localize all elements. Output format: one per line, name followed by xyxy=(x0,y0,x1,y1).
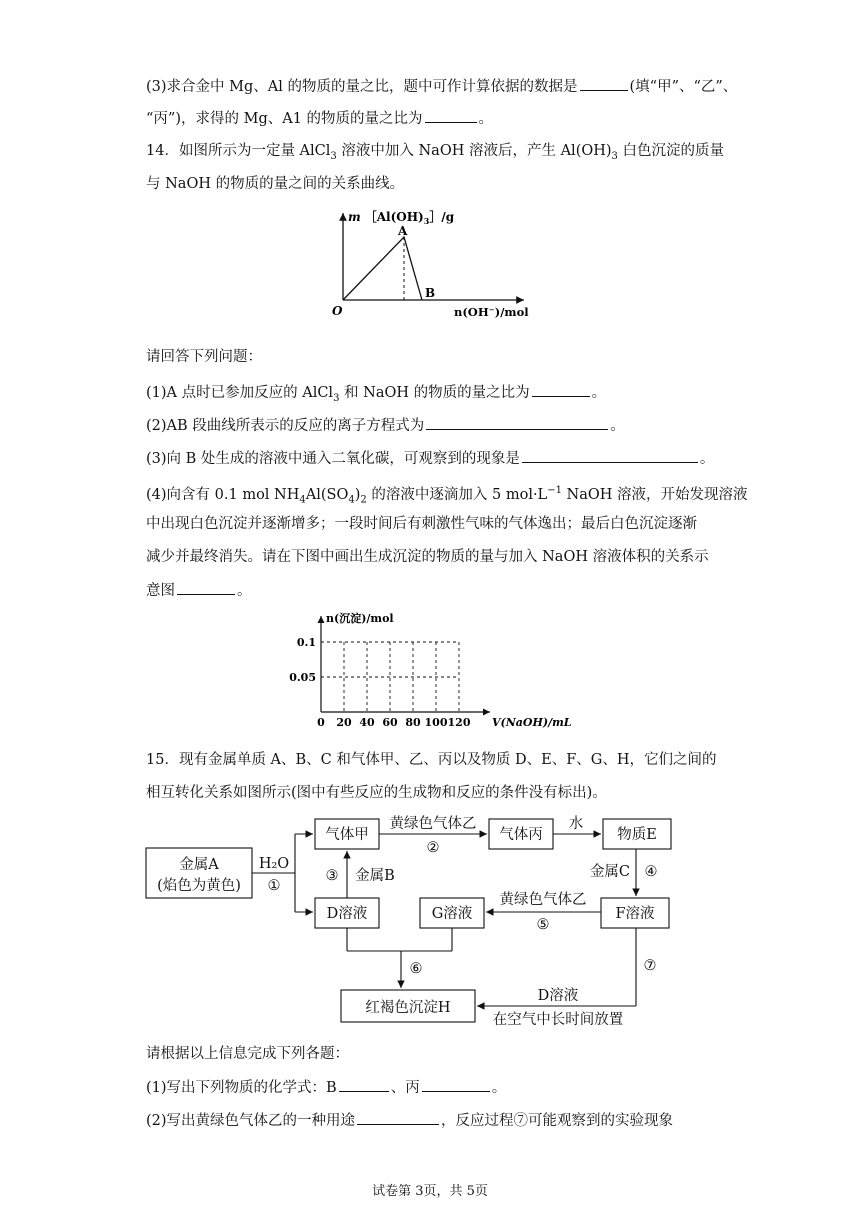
page-footer: 试卷第 3页，共 5页 xyxy=(372,1184,488,1199)
answer-blank[interactable] xyxy=(580,76,628,91)
origin-label: O xyxy=(332,304,343,318)
answer-blank[interactable] xyxy=(426,415,608,430)
x-tick-80: 80 xyxy=(405,716,421,729)
x-axis-label: V(NaOH)/mL xyxy=(492,716,572,729)
metal-a-label: 金属A xyxy=(179,857,219,873)
water-label: 水 xyxy=(568,816,584,832)
q14-intro-line2: 与 NaOH 的物质的量之间的关系曲线。 xyxy=(146,176,405,192)
h2o-label: H₂O xyxy=(258,856,290,872)
metal-c-label: 金属C xyxy=(589,864,631,880)
q13-3-line1: (3)求合金中 Mg、Al 的物质的量之比，题中可作计算依据的数据是 (填“甲”、“乙”、 xyxy=(146,76,737,97)
dashed-grid xyxy=(321,642,459,712)
x-tick-60: 60 xyxy=(382,716,398,729)
d-solution-label: D溶液 xyxy=(326,906,368,922)
y-axis-label: m $[Al(OH)_3]/g$ xyxy=(348,210,455,226)
metal-b-label: 金属B xyxy=(355,868,395,884)
q15-prompt: 请根据以上信息完成下列各题： xyxy=(146,1046,349,1062)
air-standing-label: 在空气中长时间放置 xyxy=(492,1012,624,1028)
d-solution-arrow-label: D溶液 xyxy=(537,988,579,1004)
circle-5: ⑤ xyxy=(536,917,550,933)
q14-part2: (2)AB 段曲线所表示的反应的离子方程式为 。 xyxy=(146,415,625,436)
q15-part2: (2)写出黄绿色气体乙的一种用途 ，反应过程⑦可能观察到的实验现象 xyxy=(146,1110,673,1131)
y-tick-0-1: 0.1 xyxy=(296,636,316,649)
answer-blank[interactable] xyxy=(339,1077,389,1092)
circle-2: ② xyxy=(426,840,440,856)
g-solution-label: G溶液 xyxy=(431,906,473,922)
answer-blank[interactable] xyxy=(177,580,235,595)
precipitate-h-label: 红褐色沉淀H xyxy=(365,1000,451,1016)
yellow-gas-label-mid: 黄绿色气体乙 xyxy=(499,892,587,908)
q14-part4-line2: 中出现白色沉淀并逐渐增多；一段时间后有刺激性气味的气体逸出；最后白色沉淀逐渐 xyxy=(146,516,697,532)
point-b-label: B xyxy=(425,286,436,300)
x-tick-120: 120 xyxy=(447,716,471,729)
x-tick-20: 20 xyxy=(336,716,352,729)
x-axis-label: n(OH⁻)/mol xyxy=(454,305,529,319)
y-tick-0-05: 0.05 xyxy=(289,671,316,684)
q14-intro-line1: 14．如图所示为一定量 AlCl$_3$ 溶液中加入 NaOH 溶液后，产生 $Al(OH)_3$ 白色沉淀的质量 xyxy=(146,143,725,162)
circle-6: ⑥ xyxy=(409,961,423,977)
yellow-gas-label-top: 黄绿色气体乙 xyxy=(389,816,477,832)
gas-bing-label: 气体丙 xyxy=(499,827,543,843)
answer-blank[interactable] xyxy=(357,1110,439,1125)
f-solution-label: F溶液 xyxy=(615,906,655,922)
circle-3: ③ xyxy=(325,868,339,884)
circle-1: ① xyxy=(267,878,281,894)
circle-7: ⑦ xyxy=(643,958,657,974)
q14-part3: (3)向 B 处生成的溶液中通入二氧化碳，可观察到的现象是 。 xyxy=(146,448,714,469)
gas-jia-label: 气体甲 xyxy=(325,827,369,843)
q14-prompt: 请回答下列问题： xyxy=(146,349,262,365)
answer-blank[interactable] xyxy=(522,448,698,463)
conversion-diagram xyxy=(140,808,700,1033)
q14-part4-line1: (4)向含有 0.1 mol $NH_4Al(SO_4)_2$ 的溶液中逐滴加入 5 $mol\cdot L^{-1}$ NaOH 溶液，开始发现溶液 xyxy=(146,485,748,506)
metal-a-flame-label: (焰色为黄色) xyxy=(157,878,241,894)
answer-blank[interactable] xyxy=(425,108,477,123)
y-axis-label: n(沉淀)/mol xyxy=(326,612,394,625)
matter-e-label: 物质E xyxy=(617,827,657,843)
q14-part4-line4: 意图 。 xyxy=(146,580,252,601)
x-tick-100: 100 xyxy=(424,716,448,729)
x-tick-0: 0 xyxy=(317,716,325,729)
q13-3-line2: “丙”)，求得的 Mg、A1 的物质的量之比为 。 xyxy=(146,108,493,129)
q14-part1: (1)A 点时已参加反应的 AlCl$_3$ 和 NaOH 的物质的量之比为 。 xyxy=(146,382,606,409)
q14-part4-line3: 减少并最终消失。请在下图中画出生成沉淀的物质的量与加入 NaOH 溶液体积的关系示 xyxy=(146,549,709,565)
answer-blank[interactable] xyxy=(532,382,590,397)
circle-4: ④ xyxy=(644,864,658,880)
q15-part1: (1)写出下列物质的化学式：B 、丙 。 xyxy=(146,1077,506,1098)
q15-intro-line2: 相互转化关系如图所示(图中有些反应的生成物和反应的条件没有标出)。 xyxy=(146,785,607,801)
aloh3-mass-graph xyxy=(326,205,546,325)
x-tick-40: 40 xyxy=(359,716,375,729)
answer-blank[interactable] xyxy=(422,1077,490,1092)
precipitate-grid-chart xyxy=(289,608,574,733)
mass-curve xyxy=(343,237,422,300)
q15-intro-line1: 15．现有金属单质 A、B、C 和气体甲、乙、丙以及物质 D、E、F、G、H，它们之间的 xyxy=(146,752,717,768)
point-a-label: A xyxy=(398,224,408,238)
